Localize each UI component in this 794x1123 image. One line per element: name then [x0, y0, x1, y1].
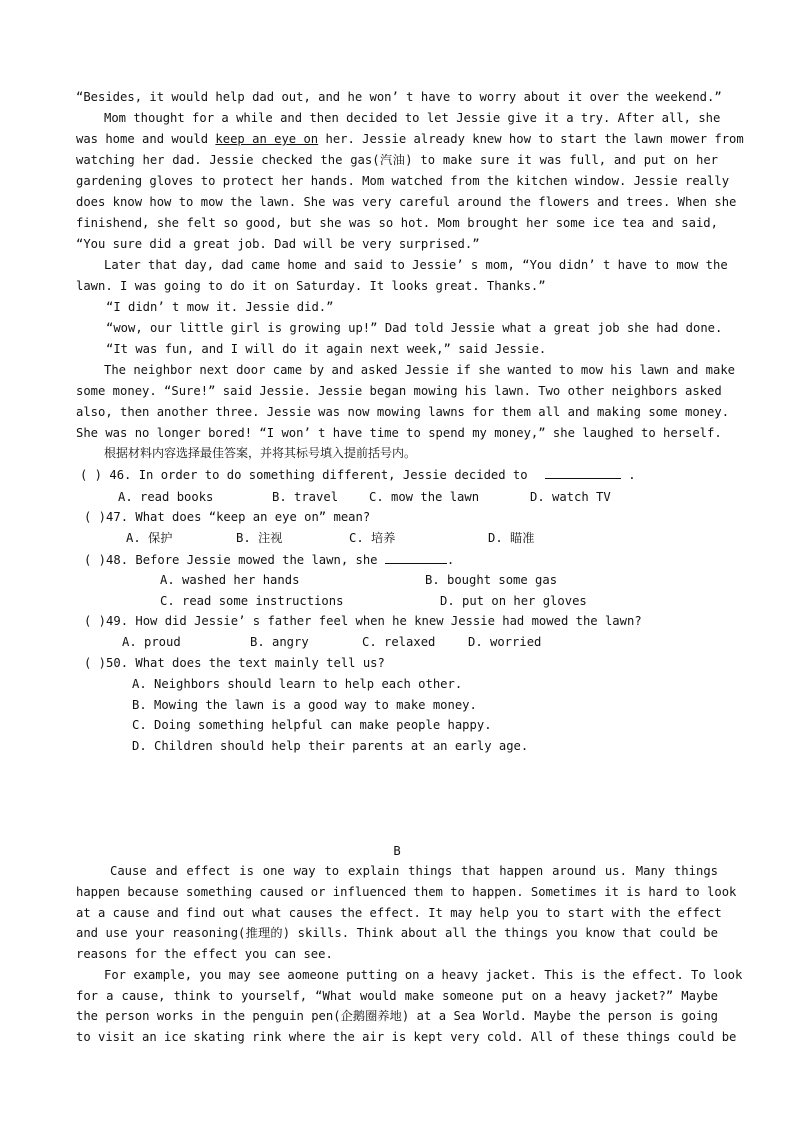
option: D. Children should help their parents at an early age.: [132, 739, 529, 753]
passage-b-line: the person works in the penguin pen(企鹅圈养地) at a Sea World. Maybe the person is going: [76, 1009, 718, 1023]
question-stem: 48. Before Jessie mowed the lawn, she: [106, 553, 378, 567]
passage-b-line: For example, you may see aomeone putting on a heavy jacket. This is the effect. To look: [104, 968, 743, 982]
question-47: [84, 510, 718, 525]
option: C. Doing something helpful can make people happy.: [132, 718, 492, 732]
passage-b-line: and use your reasoning(推理的) skills. Think about all the things you know that could be: [76, 926, 718, 940]
option: A. read books: [118, 490, 214, 504]
passage-b-line: to visit an ice skating rink where the air is kept very cold. All of these things could be: [76, 1030, 737, 1044]
option: C. read some instructions: [160, 594, 344, 608]
passage-a-line: watching her dad. Jessie checked the gas(汽油) to make sure it was full, and put on her: [76, 153, 718, 167]
passage-b-line: Cause and effect is one way to explain things that happen around us. Many things: [110, 864, 718, 878]
passage-a-line: lawn. I was going to do it on Saturday. It looks great. Thanks.”: [76, 279, 546, 293]
passage-b-line: for a cause, think to yourself, “What would make someone put on a heavy jacket?” Maybe: [76, 989, 718, 1003]
passage-a-line: The neighbor next door came by and asked Jessie if she wanted to mow his lawn and make: [104, 363, 736, 377]
passage-a-line: some money. “Sure!” said Jessie. Jessie began mowing his lawn. Two other neighbors asked: [76, 384, 722, 398]
passage-a-line: also, then another three. Jessie was now mowing lawns for them all and making some money.: [76, 405, 730, 419]
passage-a-line: She was no longer bored! “I won’ t have time to spend my money,” she laughed to herself.: [76, 426, 722, 440]
passage-b-line: happen because something caused or influenced them to happen. Sometimes it is hard to look: [76, 885, 737, 899]
option: D. watch TV: [530, 490, 611, 504]
option: D. 瞄准: [488, 531, 535, 545]
answer-paren[interactable]: ( ): [84, 510, 107, 524]
underlined-phrase: keep an eye on: [215, 132, 319, 146]
question-49: [84, 614, 718, 629]
instruction-text: 根据材料内容选择最佳答案，并将其标号填入提前括号内。: [104, 446, 417, 460]
passage-b-line: reasons for the effect you can see.: [76, 947, 333, 961]
passage-a-line: gardening gloves to protect her hands. Mom watched from the kitchen window. Jessie really: [76, 174, 730, 188]
answer-paren[interactable]: ( ): [84, 553, 107, 567]
option: A. 保护: [126, 531, 173, 545]
option: A. Neighbors should learn to help each other.: [132, 677, 463, 691]
passage-a-line: “wow, our little girl is growing up!” Dad told Jessie what a great job she had done.: [106, 321, 723, 335]
passage-a-line: “You sure did a great job. Dad will be very surprised.”: [76, 237, 480, 251]
option: C. 培养: [349, 531, 396, 545]
passage-a-line: “I didn’ t mow it. Jessie did.”: [106, 300, 334, 314]
passage-a-line: Later that day, dad came home and said to Jessie’ s mom, “You didn’ t have to mow the: [104, 258, 728, 272]
question-50: [84, 656, 718, 671]
answer-paren[interactable]: ( ): [84, 614, 107, 628]
question-stem: 50. What does the text mainly tell us?: [106, 656, 385, 670]
option: A. washed her hands: [160, 573, 300, 587]
passage-a-line: “It was fun, and I will do it again next week,” said Jessie.: [106, 342, 547, 356]
answer-blank: [385, 552, 447, 564]
option: B. 注视: [236, 531, 283, 545]
passage-a-line: finishend, she felt so good, but she was so hot. Mom brought her some ice tea and said,: [76, 216, 718, 230]
passage-a-line: was home and would keep an eye on her. Jessie already knew how to start the lawn mower from: [76, 132, 744, 146]
passage-a-line: Mom thought for a while and then decided to let Jessie give it a try. After all, she: [104, 111, 721, 125]
question-46: ( ) 46. In order to do something different, Jessie decided to .: [80, 468, 636, 482]
passage-a-line: “Besides, it would help dad out, and he won’ t have to worry about it over the weekend.”: [76, 90, 722, 104]
question-48: ( )48. Before Jessie mowed the lawn, she .: [84, 553, 455, 567]
option: C. relaxed: [362, 635, 436, 649]
answer-paren[interactable]: ( ): [80, 468, 103, 482]
option: B. angry: [250, 635, 309, 649]
option: D. worried: [468, 635, 542, 649]
section-title: B: [393, 844, 401, 858]
passage-a-line: does know how to mow the lawn. She was very careful around the flowers and trees. When she: [76, 195, 737, 209]
question-stem: 46. In order to do something different, Jessie decided to: [109, 468, 528, 482]
option: B. Mowing the lawn is a good way to make money.: [132, 698, 477, 712]
option: D. put on her gloves: [440, 594, 587, 608]
question-stem: 47. What does “keep an eye on” mean?: [106, 510, 371, 524]
answer-paren[interactable]: ( ): [84, 656, 107, 670]
option: B. travel: [272, 490, 339, 504]
answer-blank: [545, 467, 621, 479]
question-stem: 49. How did Jessie’ s father feel when he knew Jessie had mowed the lawn?: [106, 614, 642, 628]
option: B. bought some gas: [425, 573, 558, 587]
option: C. mow the lawn: [369, 490, 480, 504]
passage-b-line: at a cause and find out what causes the effect. It may help you to start with the effect: [76, 906, 722, 920]
option: A. proud: [122, 635, 181, 649]
